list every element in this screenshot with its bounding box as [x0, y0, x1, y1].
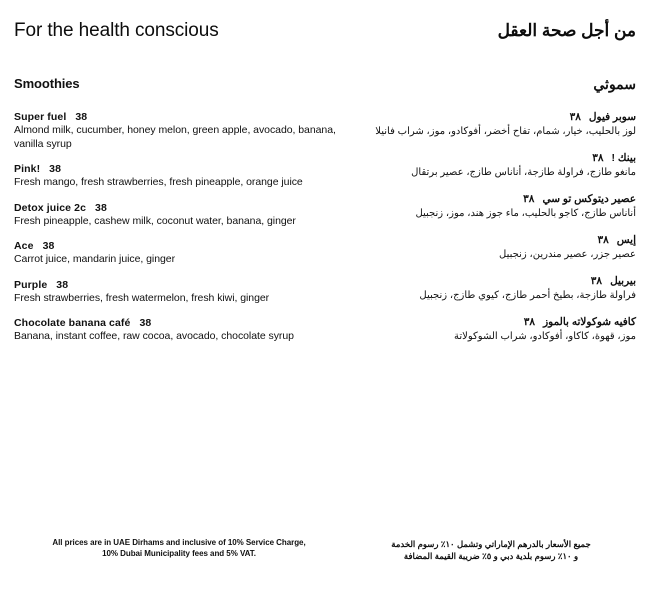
- menu-item-description: Banana, instant coffee, raw cocoa, avocado, chocolate syrup: [14, 330, 294, 342]
- menu-item-arabic: [374, 192, 636, 221]
- menu-item-arabic: [374, 315, 636, 344]
- menu-item-price: 38: [56, 278, 69, 291]
- menu-item-description-arabic: أناناس طازج، كاجو بالحليب، ماء جوز هند، موز، زنجبيل: [415, 208, 636, 219]
- menu-item: [14, 239, 354, 267]
- menu-item-heading: [14, 239, 354, 253]
- section-label-arabic: سموثي: [593, 76, 636, 92]
- menu-item-heading-arabic: [374, 192, 636, 207]
- menu-item-price-arabic: ٣٨: [597, 234, 609, 246]
- menu-item-heading-arabic: [374, 274, 636, 289]
- footer-arabic-line-1: جميع الأسعار بالدرهم الإماراتي وتشمل ١٠٪ رسوم الخدمة: [391, 539, 591, 549]
- menu-item-name-arabic: كافيه شوكولاته بالموز: [543, 316, 636, 328]
- menu-item-price: 38: [75, 111, 88, 123]
- menu-item-price: 38: [139, 317, 152, 329]
- menu-item-price: 38: [95, 201, 107, 214]
- menu-item: [14, 201, 354, 229]
- menu-item-price-arabic: ٣٨: [569, 111, 581, 123]
- menu-item-heading-arabic: [374, 233, 636, 248]
- menu-item-description-arabic: عصير جزر، عصير مندرين، زنجبيل: [499, 249, 636, 260]
- menu-column-english: [14, 110, 354, 355]
- footer-arabic-line-2: و ١٠٪ رسوم بلدية دبي و ٥٪ ضريبة القيمة المضافة: [403, 551, 579, 561]
- page-title-arabic: من أجل صحة العقل: [497, 21, 636, 40]
- menu-item-heading: [14, 278, 354, 292]
- menu-item-description-arabic: موز، قهوة، كاكاو، أفوكادو، شراب الشوكولاتة: [454, 331, 636, 342]
- page-title-english: For the health conscious: [14, 20, 219, 41]
- menu-item-heading-arabic: [374, 110, 636, 125]
- menu-item-heading: [14, 316, 354, 330]
- menu-item-description: Fresh mango, fresh strawberries, fresh pineapple, orange juice: [14, 176, 303, 188]
- menu-item-heading: [14, 162, 354, 176]
- menu-item-price: 38: [42, 240, 55, 252]
- section-heading: [14, 76, 636, 94]
- menu-item: [14, 316, 354, 344]
- menu-item-arabic: [374, 233, 636, 262]
- menu-item-name-arabic: سوبر فيول: [588, 111, 636, 123]
- menu-item-arabic: [374, 151, 636, 180]
- menu-item-price-arabic: ٣٨: [592, 152, 604, 164]
- menu-footer: [0, 537, 650, 571]
- menu-item-price-arabic: ٣٨: [590, 275, 603, 287]
- menu-item-description: Fresh strawberries, fresh watermelon, fresh kiwi, ginger: [14, 291, 270, 304]
- menu-item-name: Ace: [14, 240, 34, 252]
- menu-item-price: 38: [49, 163, 62, 175]
- menu-item-description: Almond milk, cucumber, honey melon, green apple, avocado, banana, vanilla syrup: [14, 124, 336, 150]
- menu-column-arabic: [374, 110, 636, 356]
- menu-item-name-arabic: عصير ديتوكس تو سي: [542, 193, 636, 205]
- footer-english-line-1: All prices are in UAE Dirhams and inclusive of 10% Service Charge,: [52, 538, 306, 547]
- menu-item: [14, 110, 354, 151]
- menu-item-arabic: [374, 274, 636, 303]
- menu-item-name-arabic: بيربيل: [610, 275, 636, 287]
- menu-item-heading: [14, 201, 354, 215]
- menu-item-name: Chocolate banana café: [14, 317, 131, 329]
- menu-item-description-arabic: لوز بالحليب، خيار، شمام، تفاح أخضر، أفوكادو، موز، شراب فانيلا: [375, 126, 636, 137]
- menu-item-description: Fresh pineapple, cashew milk, coconut water, banana, ginger: [14, 214, 296, 227]
- menu-item-heading-arabic: [374, 151, 636, 166]
- footer-disclaimer-english: [34, 537, 324, 559]
- menu-item-arabic: [374, 110, 636, 139]
- menu-item-price-arabic: ٣٨: [523, 316, 536, 328]
- menu-header: [14, 20, 636, 54]
- section-label-english: Smoothies: [14, 76, 80, 91]
- menu-item-description-arabic: مانغو طازج، فراولة طازجة، أناناس طازج، عصير برتقال: [411, 167, 636, 178]
- menu-item: [14, 278, 354, 306]
- menu-item-heading-arabic: [374, 315, 636, 330]
- menu-item-name: Detox juice 2c: [14, 201, 87, 214]
- menu-item-name: Super fuel: [14, 111, 67, 123]
- menu-item-name: Purple: [14, 278, 48, 291]
- menu-item-price-arabic: ٣٨: [523, 193, 535, 205]
- menu-item-heading: [14, 110, 354, 124]
- footer-english-line-2: 10% Dubai Municipality fees and 5% VAT.: [102, 549, 256, 558]
- menu-item-name-arabic: بينك !: [611, 152, 636, 164]
- menu-item: [14, 162, 354, 190]
- menu-item-name: Pink!: [14, 163, 41, 175]
- footer-disclaimer-arabic: [358, 538, 624, 562]
- menu-item-description-arabic: فراولة طازجة، بطيخ أحمر طازج، كيوي طازج، زنجبيل: [419, 290, 636, 301]
- menu-item-name-arabic: إيس: [616, 234, 636, 246]
- menu-item-description: Carrot juice, mandarin juice, ginger: [14, 253, 176, 265]
